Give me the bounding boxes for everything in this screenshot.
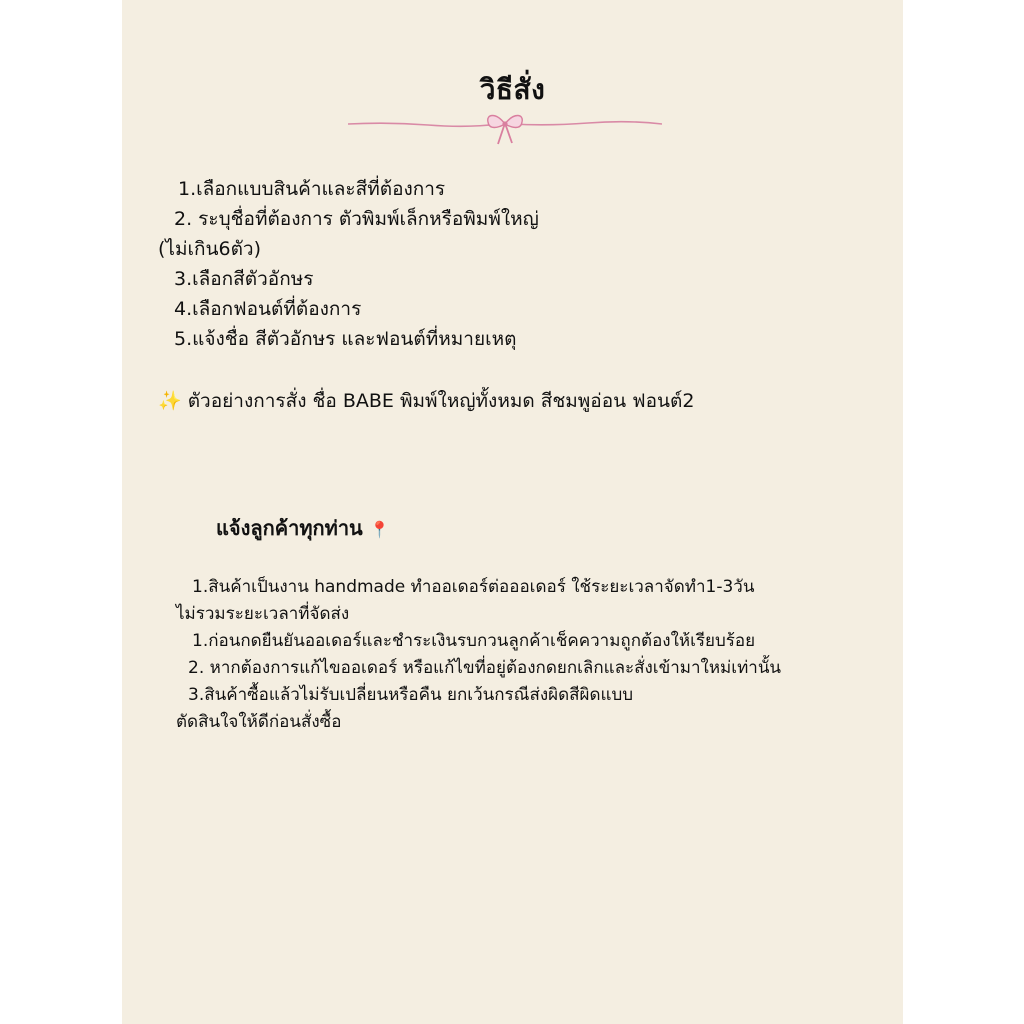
- notice-line-2: ไม่รวมระยะเวลาที่จัดส่ง: [176, 604, 350, 624]
- document-page: [122, 0, 903, 1024]
- notice-line-4: 2. หากต้องการแก้ไขออเดอร์ หรือแก้ไขที่อยู่ต้องกดยกเลิกและสั่งเข้ามาใหม่เท่านั้น: [188, 658, 782, 678]
- ribbon-divider-icon: [348, 108, 662, 150]
- step-2-note: (ไม่เกิน6ตัว): [158, 238, 261, 260]
- page-title: วิธีสั่ง: [479, 73, 546, 106]
- step-5: 5.แจ้งชื่อ สีตัวอักษร และฟอนต์ที่หมายเหตุ: [174, 328, 517, 350]
- step-3: 3.เลือกสีตัวอักษร: [174, 268, 314, 290]
- order-example-text: ตัวอย่างการสั่ง ชื่อ BABE พิมพ์ใหญ่ทั้งหมด สีชมพูอ่อน ฟอนต์2: [187, 390, 695, 412]
- step-2: 2. ระบุชื่อที่ต้องการ ตัวพิมพ์เล็กหรือพิมพ์ใหญ่: [174, 208, 539, 230]
- order-example: [158, 386, 694, 416]
- pushpin-icon: 📍: [369, 520, 390, 539]
- step-1: 1.เลือกแบบสินค้าและสีที่ต้องการ: [178, 178, 446, 200]
- step-4: 4.เลือกฟอนต์ที่ต้องการ: [174, 298, 362, 320]
- notice-line-5: 3.สินค้าซื้อแล้วไม่รับเปลี่ยนหรือคืน ยกเว้นกรณีส่งผิดสีผิดแบบ: [188, 685, 634, 705]
- notice-heading-row: [216, 512, 390, 544]
- notice-line-1: 1.สินค้าเป็นงาน handmade ทำออเดอร์ต่อออเดอร์ ใช้ระยะเวลาจัดทำ1-3วัน: [192, 577, 755, 597]
- notice-heading: แจ้งลูกค้าทุกท่าน: [216, 516, 363, 540]
- sparkles-icon: ✨: [158, 390, 182, 412]
- notice-line-3: 1.ก่อนกดยืนยันออเดอร์และชำระเงินรบกวนลูกค้าเช็คความถูกต้องให้เรียบร้อย: [192, 631, 756, 651]
- notice-line-6: ตัดสินใจให้ดีก่อนสั่งซื้อ: [176, 712, 342, 732]
